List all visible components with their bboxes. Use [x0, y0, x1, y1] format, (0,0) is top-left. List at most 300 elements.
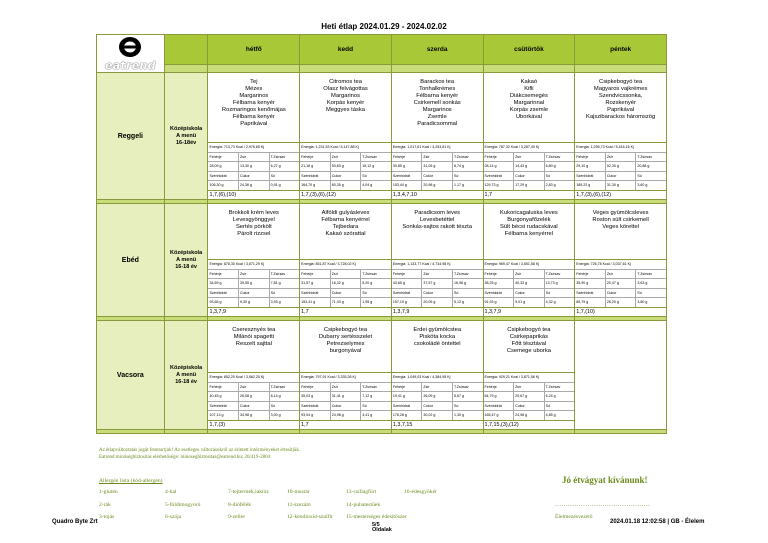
nutrient-label: Cukor — [330, 402, 361, 411]
nutrient-label: Cukor — [513, 172, 544, 181]
nutrient-value: 6,80 g — [544, 162, 575, 171]
nutrient-label: T.Zsírsav — [544, 270, 575, 279]
nutrient-label: T.Zsírsav — [635, 153, 666, 162]
day-menu-cell — [391, 204, 483, 317]
menu-item: Zsemle — [427, 114, 447, 120]
day-menu-cell — [208, 204, 300, 317]
allergen-codes: 1,7,15,(3),(12) — [484, 420, 575, 429]
day-menu-cell — [483, 321, 575, 430]
page-title: Heti étlap 2024.01.29 - 2024.02.02 — [321, 22, 447, 31]
menu-item: Félbarna kenyérrel — [504, 231, 554, 237]
meal-name: Ebéd — [97, 204, 165, 317]
menu-item: Paradicsommal — [417, 121, 458, 127]
allergen-codes: 1,3,7,9 — [208, 307, 299, 316]
nutrient-label: Szénhidrát — [301, 403, 319, 408]
weekly-menu-table — [96, 34, 667, 434]
day-menu-cell — [208, 321, 300, 430]
nutrient-value: 106,30 g — [209, 183, 224, 188]
menu-item: Félbarna kenyérrel — [321, 217, 370, 223]
energy-value: Energia: 1,049,03 Kcal / 4,384,95 Kj — [392, 372, 483, 382]
menu-item: Magyaros vajkrémes — [593, 86, 648, 92]
allergen-codes: 1,7,(10) — [575, 307, 666, 316]
menu-item: Tonhalkrémes — [419, 86, 456, 92]
nutrient-label: T.Zsírsav — [544, 153, 575, 162]
allergen-codes: 1,7 — [300, 420, 391, 429]
nutrient-value: 53,63 g — [330, 162, 361, 171]
menu-item: Csipkebogyó tea — [599, 79, 643, 85]
menu-items — [484, 321, 575, 372]
allergen-item: 8-diófélék — [228, 501, 251, 508]
nutrient-label: T.Zsírsav — [544, 383, 575, 392]
nutrient-label: Só — [269, 402, 300, 411]
menu-item: Veges gyümölcsleves — [592, 210, 649, 216]
nutrient-label: Só — [544, 402, 575, 411]
nutrient-value: 26,08 g — [238, 392, 269, 401]
menu-item: Uborkával — [515, 114, 542, 120]
nutrient-label: T.Zsírsav — [360, 270, 391, 279]
nutrient-label: Cukor — [605, 289, 636, 298]
menu-items — [484, 73, 575, 142]
menu-item: Csemege uborka — [506, 348, 551, 354]
menu-item: Sonkás-sajtos rakott tészta — [402, 224, 472, 230]
allergen-item: 15-mesterséges édesítőszer — [346, 514, 407, 520]
menu-item: Reszelt sajttal — [235, 341, 272, 347]
nutrient-label: Fehérje — [484, 271, 497, 276]
menu-item: Roston sült csirkemell — [592, 217, 649, 223]
nutrient-value: 153,44 g — [392, 183, 407, 188]
menu-item: Alföldi gulyásleves — [321, 210, 370, 216]
nutrient-value: 8,14 g — [269, 392, 300, 401]
menu-item: Kakaó szórattal — [325, 231, 366, 237]
meal-row — [97, 73, 667, 200]
menu-item: Tejbedara — [332, 224, 359, 230]
nutrient-label: Szénhidrát — [484, 173, 502, 178]
menu-item: Meggyes táska — [326, 107, 366, 113]
menu-item: Veges körettel — [602, 224, 639, 230]
nutrient-value: 93,04 g — [301, 413, 314, 418]
energy-value: Energia: 852,20 Kcal / 3,562,20 Kj — [208, 372, 299, 382]
nutrient-value: 38,25 g — [484, 281, 497, 286]
menu-item: Párolt rizzsel — [237, 231, 271, 237]
nutrient-label: Só — [269, 172, 300, 181]
menu-item: Kukoricagaluska leves — [500, 210, 558, 216]
eatrend-logo — [97, 35, 164, 72]
nutrient-value: 20,47 g — [605, 279, 636, 288]
nutrient-value: 34,98 g — [238, 411, 269, 420]
signature-line: ............................................ — [555, 502, 651, 508]
nutrition-block — [484, 372, 575, 420]
nutrient-label: T.Zsírsav — [452, 270, 483, 279]
menu-item: Paradicsom leves — [414, 210, 461, 216]
menu-item: Levesgyönggyel — [232, 217, 275, 223]
nutrient-label: T.Zsírsav — [452, 383, 483, 392]
nutrient-value: 178,28 g — [392, 413, 407, 418]
nutrient-value: 1,30 g — [452, 411, 483, 420]
nutrient-value: 43,65 g — [392, 281, 405, 286]
nutrient-label: Fehérje — [576, 271, 589, 276]
nutrient-label: Só — [544, 172, 575, 181]
nutrient-value: 28,14 g — [484, 164, 497, 169]
allergen-list-title: Allergén lista (kód-allergén) — [99, 478, 163, 484]
nutrition-block — [392, 372, 483, 420]
menu-item: Főtt tésztával — [511, 341, 547, 347]
nutrient-label: T.Zsírsav — [360, 153, 391, 162]
nutrient-value: 30,85 g — [392, 164, 405, 169]
notice-text: Az étlapváltoztatás jogát fenntartjuk! Az esetleges változásokról az érintett intézményeket értesítjük. Eatrend minőségbiztosítás elérhetősége: minosegbiztositas@eatrend.hu; 20/419-2804 — [99, 448, 301, 460]
nutrient-value: 29,10 g — [576, 164, 589, 169]
nutrition-block — [575, 142, 666, 190]
menu-item: Olasz felvágottas — [323, 86, 368, 92]
nutrition-block — [484, 259, 575, 307]
energy-value: Energia: 929,21 Kcal / 3,871,56 Kj — [484, 372, 575, 382]
nutrient-label: Só — [360, 402, 391, 411]
menu-item: Margarinnal — [513, 100, 545, 106]
nutrient-value: 4,32 g — [544, 298, 575, 307]
nutrient-label: Zsír — [421, 270, 452, 279]
allergen-item: 1-glutén — [99, 489, 118, 495]
nutrition-block — [575, 259, 666, 307]
menu-item: Korpás kenyér — [326, 100, 365, 106]
nutrient-label: Fehérje — [392, 384, 406, 389]
nutrient-value: 85,79 g — [576, 300, 589, 305]
day-header: csütörtök — [483, 35, 575, 65]
nutrient-value: 4,85 g — [544, 411, 575, 420]
nutrient-value: 93,65 g — [209, 300, 222, 305]
nutrient-value: 16,12 g — [360, 162, 391, 171]
nutrient-value: 20,05 g — [421, 298, 452, 307]
nutrient-label: Szénhidrát — [209, 403, 227, 408]
nutrition-block — [392, 142, 483, 190]
nutrient-label: Cukor — [238, 172, 269, 181]
energy-value: Energia: 797,91 Kcal / 3,335,26 Kj — [300, 372, 391, 382]
nutrient-label: Cukor — [513, 402, 544, 411]
nutrient-label: Cukor — [238, 289, 269, 298]
nutrient-value: 13,30 g — [238, 162, 269, 171]
day-menu-cell — [575, 73, 667, 200]
day-menu-cell — [391, 73, 483, 200]
nutrient-value: 39,55 g — [238, 279, 269, 288]
nutrient-label: Fehérje — [576, 154, 589, 159]
print-stamp: 2024.01.18 12:02:58 | GB - Élelem — [610, 519, 705, 525]
meal-audience: Középiskola A menü 16-18év — [164, 73, 208, 200]
menu-items — [300, 73, 391, 142]
menu-item: Diákcsemegés — [509, 93, 548, 99]
allergen-item: 2-rák — [99, 501, 111, 508]
menu-item: Brokkoli krém leves — [228, 210, 279, 216]
nutrient-value: 26,09 g — [421, 392, 452, 401]
nutrition-block — [300, 372, 391, 420]
nutrient-label: Zsír — [330, 153, 361, 162]
nutrient-label: Cukor — [605, 172, 636, 181]
nutrient-value: 40,33 g — [513, 279, 544, 288]
manager-label: Élelmezésvezető — [555, 514, 593, 520]
energy-value: Energia: 1,017,61 Kcal / 4,253,61 Kj — [392, 142, 483, 152]
nutrition-block — [208, 259, 299, 307]
menu-items — [392, 321, 483, 372]
day-header-row — [97, 35, 667, 65]
menu-item: Csipkebogyó tea — [507, 327, 551, 333]
nutrient-label: Szénhidrát — [576, 173, 594, 178]
day-menu-cell — [300, 73, 392, 200]
nutrient-label: Cukor — [421, 402, 452, 411]
nutrient-value: 3,93 g — [269, 298, 300, 307]
nutrient-label: Szénhidrát — [484, 403, 502, 408]
nutrient-value: 157,19 g — [392, 300, 407, 305]
nutrient-label: Só — [452, 289, 483, 298]
allergen-item: 6-szója — [165, 514, 182, 520]
nutrient-value: 17,29 g — [513, 181, 544, 190]
allergen-item: 16-édesgyökér — [404, 489, 437, 495]
nutrient-label: Fehérje — [301, 384, 314, 389]
nutrient-label: Só — [360, 289, 391, 298]
allergen-codes: 1,7,(3),(6),(12) — [300, 190, 391, 199]
allergen-codes: 1,7 — [484, 190, 575, 199]
nutrient-label: Fehérje — [392, 154, 406, 159]
nutrient-label: Só — [452, 402, 483, 411]
energy-value: Energia: 713,73 Kcal / 2,976,65 Kj — [208, 142, 299, 152]
day-menu-cell — [300, 204, 392, 317]
nutrient-label: Fehérje — [301, 271, 314, 276]
nutrient-value: 13,73 g — [544, 279, 575, 288]
energy-value: Energia: 1,231,53 Kcal / 5,147,88 Kj — [300, 142, 391, 152]
nutrient-value: 28,09 g — [209, 164, 222, 169]
menu-item: Sült bécsi rudacskával — [500, 224, 558, 230]
nutrient-value: 7,81 g — [269, 279, 300, 288]
nutrient-value: 16,98 g — [452, 279, 483, 288]
nutrition-block — [300, 259, 391, 307]
allergen-codes: 1,7,(3) — [208, 420, 299, 429]
menu-item: Sertés pörkölt — [235, 224, 272, 230]
allergen-codes: 1,7 — [300, 307, 391, 316]
menu-item: Cseresznyés tea — [232, 327, 276, 333]
menu-item: Csipkebogyó tea — [323, 327, 368, 333]
day-menu-cell — [483, 204, 575, 317]
meal-audience: Középiskola A menü 16-18 év — [164, 204, 208, 317]
menu-item: Petrezselymes — [326, 341, 365, 347]
nutrient-label: Fehérje — [209, 384, 222, 389]
menu-item: Rozskenyér — [605, 100, 636, 106]
nutrient-label: Zsír — [238, 153, 269, 162]
logo-icon — [117, 36, 143, 58]
energy-value: Energia: 878,30 Kcal / 3,671,29 Kj — [208, 259, 299, 269]
menu-item: burgonyával — [329, 348, 362, 354]
menu-item: Kifli — [524, 86, 534, 92]
nutrient-label: T.Zsírsav — [269, 153, 300, 162]
menu-item: Erdei gyümölcstea — [413, 327, 462, 333]
nutrient-label: Zsír — [513, 270, 544, 279]
energy-value: Energia: 1,295,73 Kcal / 5,416,16 Kj — [575, 142, 666, 152]
nutrient-value: 189,22 g — [576, 183, 591, 188]
nutrition-block — [300, 142, 391, 190]
menu-items — [575, 321, 666, 429]
menu-item: Mézes — [245, 86, 263, 92]
nutrient-label: Zsír — [513, 153, 544, 162]
allergen-codes: 1,7,(6),(10) — [208, 190, 299, 199]
menu-item: Dubarry sertésszelet — [318, 334, 373, 340]
menu-item: Margarinos — [331, 93, 361, 99]
nutrient-value: 1,17 g — [452, 181, 483, 190]
nutrient-value: 6,24 g — [544, 392, 575, 401]
nutrition-block — [208, 372, 299, 420]
nutrient-label: Cukor — [330, 289, 361, 298]
nutrient-value: 37,57 g — [421, 279, 452, 288]
nutrient-value: 7,12 g — [360, 392, 391, 401]
nutrient-value: 20,88 g — [635, 162, 666, 171]
nutrient-label: Fehérje — [301, 154, 314, 159]
menu-items — [484, 204, 575, 259]
nutrient-label: T.Zsírsav — [269, 270, 300, 279]
nutrient-label: T.Zsírsav — [452, 153, 483, 162]
allergen-item: 13-csillagfürt — [346, 489, 377, 495]
day-menu-cell — [391, 321, 483, 430]
menu-item: Félbarna kenyér — [416, 93, 459, 99]
nutrient-label: Só — [452, 172, 483, 181]
menu-items — [392, 73, 483, 142]
nutrient-value: 153,41 g — [301, 300, 316, 305]
nutrient-label: Só — [269, 289, 300, 298]
header-blank — [164, 35, 208, 65]
energy-value: Energia: 787,32 Kcal / 3,287,40 Kj — [484, 142, 575, 152]
nutrient-value: 35,03 g — [301, 394, 314, 399]
allergen-item: 10-mustár — [287, 489, 310, 495]
nutrient-label: Fehérje — [484, 154, 497, 159]
allergen-codes: 1,3,7,9 — [484, 307, 575, 316]
meal-row — [97, 321, 667, 430]
nutrient-value: 129,73 g — [484, 183, 499, 188]
allergen-item: 12-kéndioxid-szulfit — [287, 514, 333, 520]
nutrient-value: 3,80 g — [635, 298, 666, 307]
meal-name: Reggeli — [97, 73, 165, 200]
nutrient-label: Só — [635, 172, 666, 181]
day-menu-cell — [575, 321, 667, 430]
nutrient-value: 0,91 g — [269, 181, 300, 190]
allergen-item: 4-hal — [165, 489, 177, 495]
menu-items — [300, 321, 391, 372]
menu-item: Milánói spagetti — [233, 334, 274, 340]
nutrient-label: Szénhidrát — [484, 290, 502, 295]
menu-item: Kakaó — [520, 79, 538, 85]
menu-item: Tej — [250, 79, 258, 85]
energy-value: Energia: 1,133,77 Kcal / 4,734,98 Kj — [392, 259, 483, 269]
nutrient-label: Szénhidrát — [392, 403, 411, 408]
nutrient-value: 14,43 g — [513, 162, 544, 171]
allergen-item: 7-tejtermék,laktóz — [228, 489, 269, 495]
menu-items — [208, 204, 299, 259]
menu-item: Margarinos — [422, 107, 452, 113]
day-menu-cell — [483, 73, 575, 200]
nutrient-value: 16,32 g — [330, 279, 361, 288]
menu-item: Paprikával — [607, 107, 635, 113]
nutrient-value: 20,98 g — [421, 181, 452, 190]
nutrient-value: 4,04 g — [360, 181, 391, 190]
nutrient-value: 24,98 g — [513, 411, 544, 420]
nutrient-value: 35,90 g — [576, 281, 589, 286]
nutrient-label: Szénhidrát — [392, 173, 411, 178]
menu-item: Margarinos — [239, 93, 269, 99]
menu-item: Félbarna kenyér — [232, 114, 275, 120]
nutrient-value: 8,74 g — [452, 162, 483, 171]
nutrient-label: Zsír — [513, 383, 544, 392]
nutrient-value: 21,18 g — [301, 164, 314, 169]
nutrient-label: Zsír — [421, 153, 452, 162]
day-menu-cell — [300, 321, 392, 430]
nutrition-block — [484, 142, 575, 190]
nutrient-value: 3,60 g — [635, 181, 666, 190]
nutrient-value: 26,20 g — [605, 298, 636, 307]
nutrient-value: 91,93 g — [484, 300, 497, 305]
nutrient-label: Zsír — [330, 270, 361, 279]
nutrition-block — [392, 259, 483, 307]
nutrient-label: Cukor — [421, 289, 452, 298]
nutrient-label: Szénhidrát — [301, 173, 319, 178]
nutrient-label: Szénhidrát — [392, 290, 411, 295]
nutrient-label: Zsír — [605, 153, 636, 162]
nutrient-label: Fehérje — [209, 271, 222, 276]
nutrient-label: Cukor — [513, 289, 544, 298]
allergen-item: 3-tojás — [99, 514, 115, 520]
nutrient-value: 6,27 g — [269, 162, 300, 171]
nutrient-value: 30,02 g — [421, 411, 452, 420]
nutrient-label: Fehérje — [484, 384, 497, 389]
meal-row — [97, 204, 667, 317]
nutrient-label: Zsír — [330, 383, 361, 392]
nutrient-value: 52,30 g — [605, 162, 636, 171]
nutrient-value: 164,70 g — [301, 183, 316, 188]
nutrient-label: Szénhidrát — [209, 173, 227, 178]
allergen-item: 9-zeller — [228, 514, 246, 520]
meal-name: Vacsora — [97, 321, 165, 430]
nutrient-value: 5,12 g — [452, 298, 483, 307]
menu-items — [300, 204, 391, 259]
menu-items — [208, 321, 299, 372]
menu-item: Levesbetéttel — [419, 217, 455, 223]
nutrient-value: 31,57 g — [301, 281, 314, 286]
greeting: Jó étvágyat kívánunk! — [562, 475, 648, 485]
nutrient-label: Fehérje — [392, 271, 406, 276]
day-header: szerda — [391, 35, 483, 65]
nutrient-label: T.Zsírsav — [360, 383, 391, 392]
nutrient-label: Só — [635, 289, 666, 298]
nutrient-value: 1,95 g — [360, 298, 391, 307]
nutrient-value: 64,79 g — [484, 394, 497, 399]
allergen-codes: 1,3,7,9 — [392, 307, 483, 316]
nutrient-label: Cukor — [330, 172, 361, 181]
menu-items — [392, 204, 483, 259]
nutrient-label: Só — [360, 172, 391, 181]
menu-item: Csirkepaprikás — [509, 334, 549, 340]
nutrient-value: 20,67 g — [513, 392, 544, 401]
menu-item: Kajszibarackos háromszög — [585, 114, 656, 120]
day-header: péntek — [575, 35, 667, 65]
nutrient-value: 71,43 g — [330, 298, 361, 307]
nutrient-value: 60,35 g — [330, 181, 361, 190]
nutrient-value: 5,20 g — [360, 279, 391, 288]
menu-item: Rozmaringos kenőmájas — [221, 107, 286, 113]
nutrient-label: Szénhidrát — [209, 290, 227, 295]
menu-item: Burgonyafőzelék — [507, 217, 551, 223]
nutrient-label: T.Zsírsav — [269, 383, 300, 392]
nutrient-value: 9,30 g — [238, 298, 269, 307]
page-number: 5/5 — [372, 522, 380, 528]
nutrient-value: 24,36 g — [238, 181, 269, 190]
menu-item: Citromos tea — [329, 79, 362, 85]
nutrient-label: Zsír — [238, 270, 269, 279]
allergen-item: 11-szezám — [287, 501, 311, 508]
menu-item: Szendvicssonka, — [598, 93, 643, 99]
nutrient-value: 5,67 g — [452, 392, 483, 401]
nutrient-value: 3,00 g — [269, 411, 300, 420]
menu-items — [575, 204, 666, 259]
